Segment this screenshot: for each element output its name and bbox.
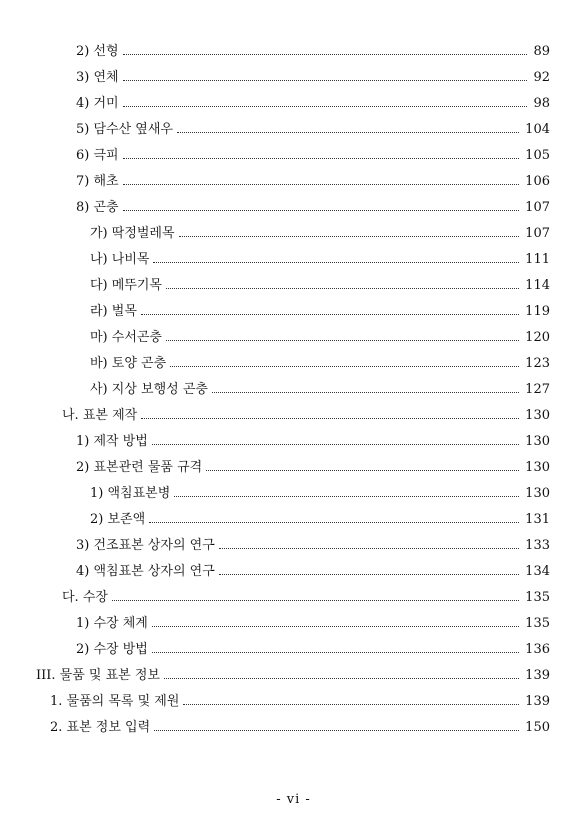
toc-entry bbox=[0, 481, 587, 507]
toc-leader-dots bbox=[141, 313, 519, 315]
toc-entry-label: 2) 표본관련 물품 규격 bbox=[76, 460, 203, 475]
toc-leader-dots bbox=[206, 469, 519, 471]
toc-entry bbox=[0, 507, 587, 533]
toc-entry-page: 130 bbox=[525, 486, 550, 501]
toc-entry-page: 127 bbox=[525, 382, 550, 397]
toc-entry bbox=[0, 299, 587, 325]
toc-leader-dots bbox=[123, 183, 520, 185]
toc-entry bbox=[0, 221, 587, 247]
toc-entry bbox=[0, 117, 587, 143]
toc-entry-label: 3) 연체 bbox=[76, 70, 119, 85]
toc-entry-page: 131 bbox=[525, 512, 550, 527]
toc-leader-dots bbox=[179, 235, 520, 237]
toc-leader-dots bbox=[152, 443, 519, 445]
toc-entry-label: 4) 거미 bbox=[76, 96, 119, 111]
table-of-contents bbox=[0, 39, 587, 741]
toc-entry-label: 나) 나비목 bbox=[90, 252, 150, 267]
toc-leader-dots bbox=[123, 157, 520, 159]
toc-entry-page: 136 bbox=[525, 642, 550, 657]
toc-entry-label: 가) 딱정벌레목 bbox=[90, 226, 175, 241]
toc-entry-label: 다. 수장 bbox=[62, 590, 108, 605]
toc-entry bbox=[0, 585, 587, 611]
toc-leader-dots bbox=[153, 261, 519, 263]
toc-entry bbox=[0, 39, 587, 65]
toc-entry-label: 4) 액침표본 상자의 연구 bbox=[76, 564, 215, 579]
toc-entry-page: 104 bbox=[525, 122, 550, 137]
toc-entry bbox=[0, 429, 587, 455]
toc-leader-dots bbox=[219, 573, 519, 575]
toc-entry-page: 130 bbox=[525, 434, 550, 449]
toc-entry-page: 139 bbox=[525, 668, 550, 683]
toc-entry-page: 135 bbox=[525, 616, 550, 631]
toc-entry bbox=[0, 65, 587, 91]
toc-entry-page: 92 bbox=[533, 70, 550, 85]
toc-entry-page: 98 bbox=[533, 96, 550, 111]
toc-entry-page: 105 bbox=[525, 148, 550, 163]
toc-entry-label: 사) 지상 보행성 곤충 bbox=[90, 382, 208, 397]
toc-entry-label: 5) 담수산 옆새우 bbox=[76, 122, 173, 137]
toc-entry bbox=[0, 195, 587, 221]
toc-entry-label: 1) 수장 체계 bbox=[76, 616, 148, 631]
toc-entry-page: 133 bbox=[525, 538, 550, 553]
toc-entry-label: 2) 보존액 bbox=[90, 512, 146, 527]
toc-entry bbox=[0, 143, 587, 169]
toc-leader-dots bbox=[174, 495, 519, 497]
toc-entry-page: 89 bbox=[533, 44, 550, 59]
toc-entry bbox=[0, 377, 587, 403]
toc-entry bbox=[0, 715, 587, 741]
toc-leader-dots bbox=[123, 79, 528, 81]
toc-entry-label: 바) 토양 곤충 bbox=[90, 356, 167, 371]
toc-entry bbox=[0, 663, 587, 689]
toc-entry bbox=[0, 689, 587, 715]
toc-entry-label: 2. 표본 정보 입력 bbox=[50, 720, 151, 735]
toc-leader-dots bbox=[123, 209, 520, 211]
toc-entry bbox=[0, 559, 587, 585]
page-number: - vi - bbox=[276, 792, 311, 807]
toc-leader-dots bbox=[166, 287, 519, 289]
toc-entry-label: 1) 제작 방법 bbox=[76, 434, 148, 449]
toc-entry-label: 3) 건조표본 상자의 연구 bbox=[76, 538, 215, 553]
toc-leader-dots bbox=[112, 599, 519, 601]
toc-entry bbox=[0, 169, 587, 195]
toc-leader-dots bbox=[152, 625, 519, 627]
toc-entry-page: 107 bbox=[525, 200, 550, 215]
toc-entry-label: 라) 벌목 bbox=[90, 304, 137, 319]
toc-leader-dots bbox=[141, 417, 519, 419]
toc-entry bbox=[0, 91, 587, 117]
toc-leader-dots bbox=[152, 651, 519, 653]
toc-entry-page: 135 bbox=[525, 590, 550, 605]
toc-leader-dots bbox=[123, 105, 528, 107]
toc-leader-dots bbox=[154, 729, 519, 731]
toc-entry bbox=[0, 611, 587, 637]
toc-entry-page: 134 bbox=[525, 564, 550, 579]
toc-entry-page: 130 bbox=[525, 408, 550, 423]
toc-entry bbox=[0, 455, 587, 481]
toc-entry bbox=[0, 533, 587, 559]
toc-entry bbox=[0, 273, 587, 299]
toc-entry-page: 139 bbox=[525, 694, 550, 709]
toc-entry-page: 120 bbox=[525, 330, 550, 345]
toc-entry-label: 2) 수장 방법 bbox=[76, 642, 148, 657]
toc-entry bbox=[0, 247, 587, 273]
toc-entry-label: 1. 물품의 목록 및 제원 bbox=[50, 694, 180, 709]
toc-entry-label: 6) 극피 bbox=[76, 148, 119, 163]
toc-leader-dots bbox=[149, 521, 519, 523]
toc-entry-label: 2) 선형 bbox=[76, 44, 119, 59]
toc-leader-dots bbox=[170, 365, 519, 367]
toc-entry-page: 130 bbox=[525, 460, 550, 475]
toc-leader-dots bbox=[183, 703, 519, 705]
toc-entry bbox=[0, 351, 587, 377]
toc-entry-label: 8) 곤충 bbox=[76, 200, 119, 215]
toc-entry-label: III. 물품 및 표본 정보 bbox=[36, 668, 160, 683]
toc-entry-label: 1) 액침표본병 bbox=[90, 486, 171, 501]
toc-entry-label: 마) 수서곤충 bbox=[90, 330, 162, 345]
toc-entry-label: 다) 메뚜기목 bbox=[90, 278, 162, 293]
toc-leader-dots bbox=[177, 131, 519, 133]
toc-entry-page: 150 bbox=[525, 720, 550, 735]
toc-entry bbox=[0, 403, 587, 429]
toc-entry-page: 119 bbox=[525, 304, 550, 319]
toc-leader-dots bbox=[219, 547, 519, 549]
toc-leader-dots bbox=[212, 391, 519, 393]
toc-entry-page: 111 bbox=[525, 252, 550, 267]
toc-entry-label: 나. 표본 제작 bbox=[62, 408, 138, 423]
toc-entry-page: 114 bbox=[525, 278, 550, 293]
toc-entry-page: 123 bbox=[525, 356, 550, 371]
toc-leader-dots bbox=[123, 53, 528, 55]
toc-entry-page: 106 bbox=[525, 174, 550, 189]
toc-entry bbox=[0, 325, 587, 351]
toc-entry bbox=[0, 637, 587, 663]
toc-leader-dots bbox=[166, 339, 519, 341]
toc-entry-label: 7) 해초 bbox=[76, 174, 119, 189]
toc-leader-dots bbox=[164, 677, 519, 679]
toc-entry-page: 107 bbox=[525, 226, 550, 241]
